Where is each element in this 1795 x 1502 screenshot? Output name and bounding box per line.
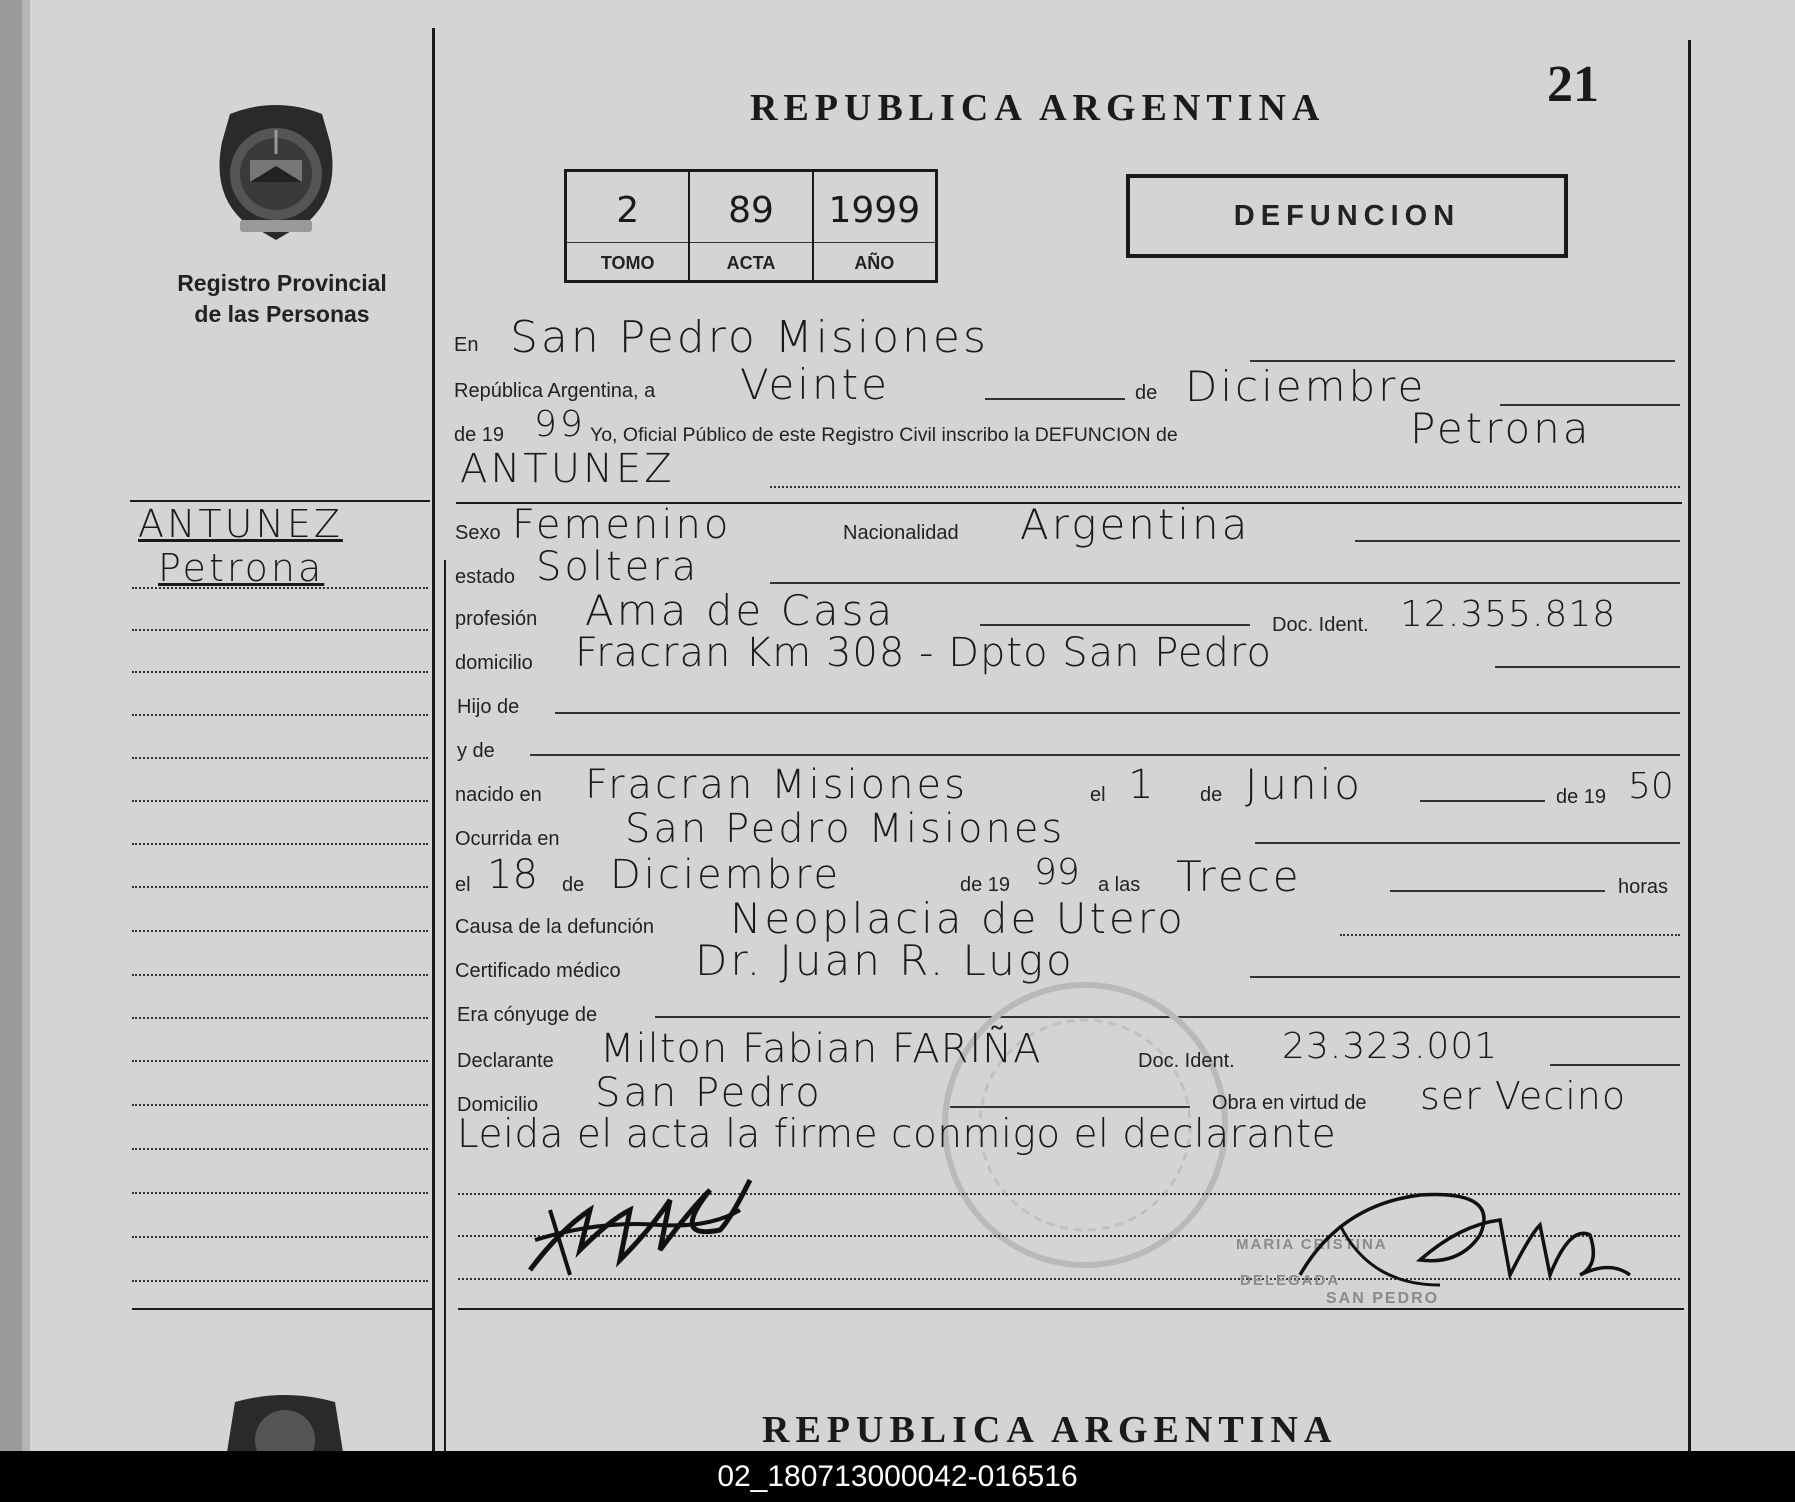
day-line <box>985 398 1125 400</box>
margin-line <box>132 1236 428 1238</box>
margin-bottom-rule <box>132 1308 432 1310</box>
birth-month-line <box>1420 800 1545 802</box>
birth-el-label: el <box>1090 784 1106 806</box>
form-bottom-rule <box>458 1308 1684 1310</box>
provincial-seal-icon-next <box>225 1392 345 1451</box>
record-type: DEFUNCION <box>1233 199 1461 232</box>
nacido-label: nacido en <box>455 784 542 806</box>
closing-text: Leida el acta la firme conmigo el declarante <box>457 1112 1337 1157</box>
domicilio-value: Fracran Km 308 - Dpto San Pedro <box>575 630 1272 676</box>
death-year-suffix: 99 <box>1034 852 1080 893</box>
ocurrida-label: Ocurrida en <box>455 828 560 850</box>
en-label: En <box>454 334 479 356</box>
margin-line <box>132 671 428 673</box>
hijo-de-label: Hijo de <box>457 696 520 718</box>
margin-line <box>132 1060 428 1062</box>
nacionalidad-line <box>1355 540 1680 542</box>
death-day-value: 18 <box>487 852 538 898</box>
margin-line <box>132 757 428 759</box>
tomo-label: TOMO <box>600 253 655 273</box>
margin-line <box>132 587 428 589</box>
margin-surname: ANTUNEZ <box>138 502 343 546</box>
margin-line <box>132 974 428 976</box>
sexo-value: Femenino <box>512 502 732 548</box>
nacionalidad-value: Argentina <box>1020 500 1251 549</box>
domicilio-label: domicilio <box>455 652 533 674</box>
country-title: REPUBLICA ARGENTINA <box>750 87 1326 129</box>
year-suffix: 99 <box>534 404 586 445</box>
ano-cell <box>814 172 935 280</box>
obra-value: ser Vecino <box>1420 1074 1627 1118</box>
causa-line <box>1340 934 1680 936</box>
next-page-title: REPUBLICA ARGENTINA <box>762 1409 1338 1451</box>
profesion-value: Ama de Casa <box>585 586 896 635</box>
certificado-label: Certificado médico <box>455 960 621 982</box>
ocurrida-line <box>1255 842 1680 844</box>
page-number: 21 <box>1547 56 1599 113</box>
stamp-line3: SAN PEDRO <box>1326 1290 1440 1307</box>
doc-ident-value: 12.355.818 <box>1400 594 1617 635</box>
right-border <box>1688 40 1691 1451</box>
doc-ident-label: Doc. Ident. <box>1272 614 1369 636</box>
margin-line <box>132 629 428 631</box>
provincial-seal-icon <box>210 102 342 244</box>
tomo-value: 2 <box>567 190 688 243</box>
domicilio-line <box>1495 666 1680 668</box>
death-de-label: de <box>562 874 585 896</box>
profesion-line <box>980 624 1250 626</box>
ocurrida-value: San Pedro Misiones <box>625 806 1066 852</box>
declarant-signature <box>520 1150 760 1290</box>
horas-label: horas <box>1618 876 1669 898</box>
ano-value: 1999 <box>814 190 935 243</box>
margin-given-name: Petrona <box>158 546 325 590</box>
record-type-box <box>1126 174 1568 258</box>
stamp-line1: MARIA CRISTINA <box>1236 1236 1388 1253</box>
margin-line <box>132 886 428 888</box>
sexo-label: Sexo <box>455 522 501 544</box>
hora-line <box>1390 890 1605 892</box>
death-el-label: el <box>455 874 471 896</box>
margin-line <box>132 1104 428 1106</box>
birth-year-suffix: 50 <box>1628 766 1674 807</box>
conyuge-label: Era cónyuge de <box>457 1004 598 1026</box>
margin-divider <box>432 28 435 1451</box>
certificado-value: Dr. Juan R. Lugo <box>695 936 1075 985</box>
day-value: Veinte <box>740 360 890 409</box>
declarante-domicilio-value: San Pedro <box>595 1070 823 1116</box>
profesion-label: profesión <box>455 608 538 630</box>
estado-value: Soltera <box>536 544 700 590</box>
official-signature <box>1280 1165 1640 1305</box>
declarante-domicilio-label: Domicilio <box>457 1094 539 1116</box>
margin-line <box>132 714 428 716</box>
declarante-doc-label: Doc. Ident. <box>1138 1050 1235 1072</box>
de-label: de <box>1135 382 1158 404</box>
margin-line <box>132 930 428 932</box>
registry-name <box>150 268 414 330</box>
registry-name-line2: de las Personas <box>194 301 370 327</box>
month-value: Diciembre <box>1185 362 1427 411</box>
ano-label: AÑO <box>854 253 895 273</box>
causa-label: Causa de la defunción <box>455 916 655 938</box>
death-year-prefix: de 19 <box>960 874 1011 896</box>
registration-table <box>564 169 938 283</box>
surname-line <box>770 486 1680 488</box>
hijo-de-line <box>555 712 1680 714</box>
margin-line <box>132 843 428 845</box>
obra-label: Obra en virtud de <box>1212 1092 1367 1114</box>
stamp-line2: DELEGADA <box>1240 1272 1341 1289</box>
death-month-value: Diciembre <box>610 852 842 898</box>
registry-name-line1: Registro Provincial <box>177 270 387 296</box>
margin-divider-inner <box>444 560 446 1451</box>
birth-day-value: 1 <box>1128 762 1157 808</box>
birth-de-label: de <box>1200 784 1223 806</box>
y-de-label: y de <box>457 740 495 762</box>
scan-identifier-text: 02_180713000042-016516 <box>717 1459 1078 1493</box>
y-de-line <box>530 754 1680 756</box>
inscribo-label: Yo, Oficial Público de este Registro Civil inscribo la DEFUNCION de <box>590 424 1178 446</box>
deceased-surname: ANTUNEZ <box>460 446 675 492</box>
page-edge-highlight <box>22 0 30 1451</box>
republica-label: República Argentina, a <box>454 380 656 402</box>
declarante-label: Declarante <box>457 1050 554 1072</box>
margin-line <box>132 1192 428 1194</box>
margin-line <box>132 1148 428 1150</box>
year-prefix: de 19 <box>454 424 505 446</box>
estado-label: estado <box>455 566 516 588</box>
acta-label: ACTA <box>726 253 776 273</box>
scan-identifier <box>0 1451 1795 1502</box>
estado-line <box>770 582 1680 584</box>
nacionalidad-label: Nacionalidad <box>843 522 959 544</box>
nacido-value: Fracran Misiones <box>585 762 968 808</box>
certificado-line <box>1250 976 1680 978</box>
hora-value: Trece <box>1176 852 1302 901</box>
causa-value: Neoplacia de Utero <box>730 894 1186 943</box>
margin-line <box>132 1017 428 1019</box>
deceased-given: Petrona <box>1410 404 1592 453</box>
birth-month-value: Junio <box>1245 760 1363 809</box>
declarante-doc-line <box>1550 1064 1680 1066</box>
declarante-domicilio-line <box>950 1106 1190 1108</box>
margin-line <box>132 800 428 802</box>
acta-value: 89 <box>690 190 811 243</box>
birth-year-prefix: de 19 <box>1556 786 1607 808</box>
a-las-label: a las <box>1098 874 1141 896</box>
margin-line <box>132 1280 428 1282</box>
declarante-doc-value: 23.323.001 <box>1282 1026 1499 1067</box>
place-value: San Pedro Misiones <box>510 312 989 363</box>
acta-cell <box>690 172 813 280</box>
declarante-value: Milton Fabian FARIÑA <box>600 1026 1042 1072</box>
tomo-cell <box>567 172 690 280</box>
